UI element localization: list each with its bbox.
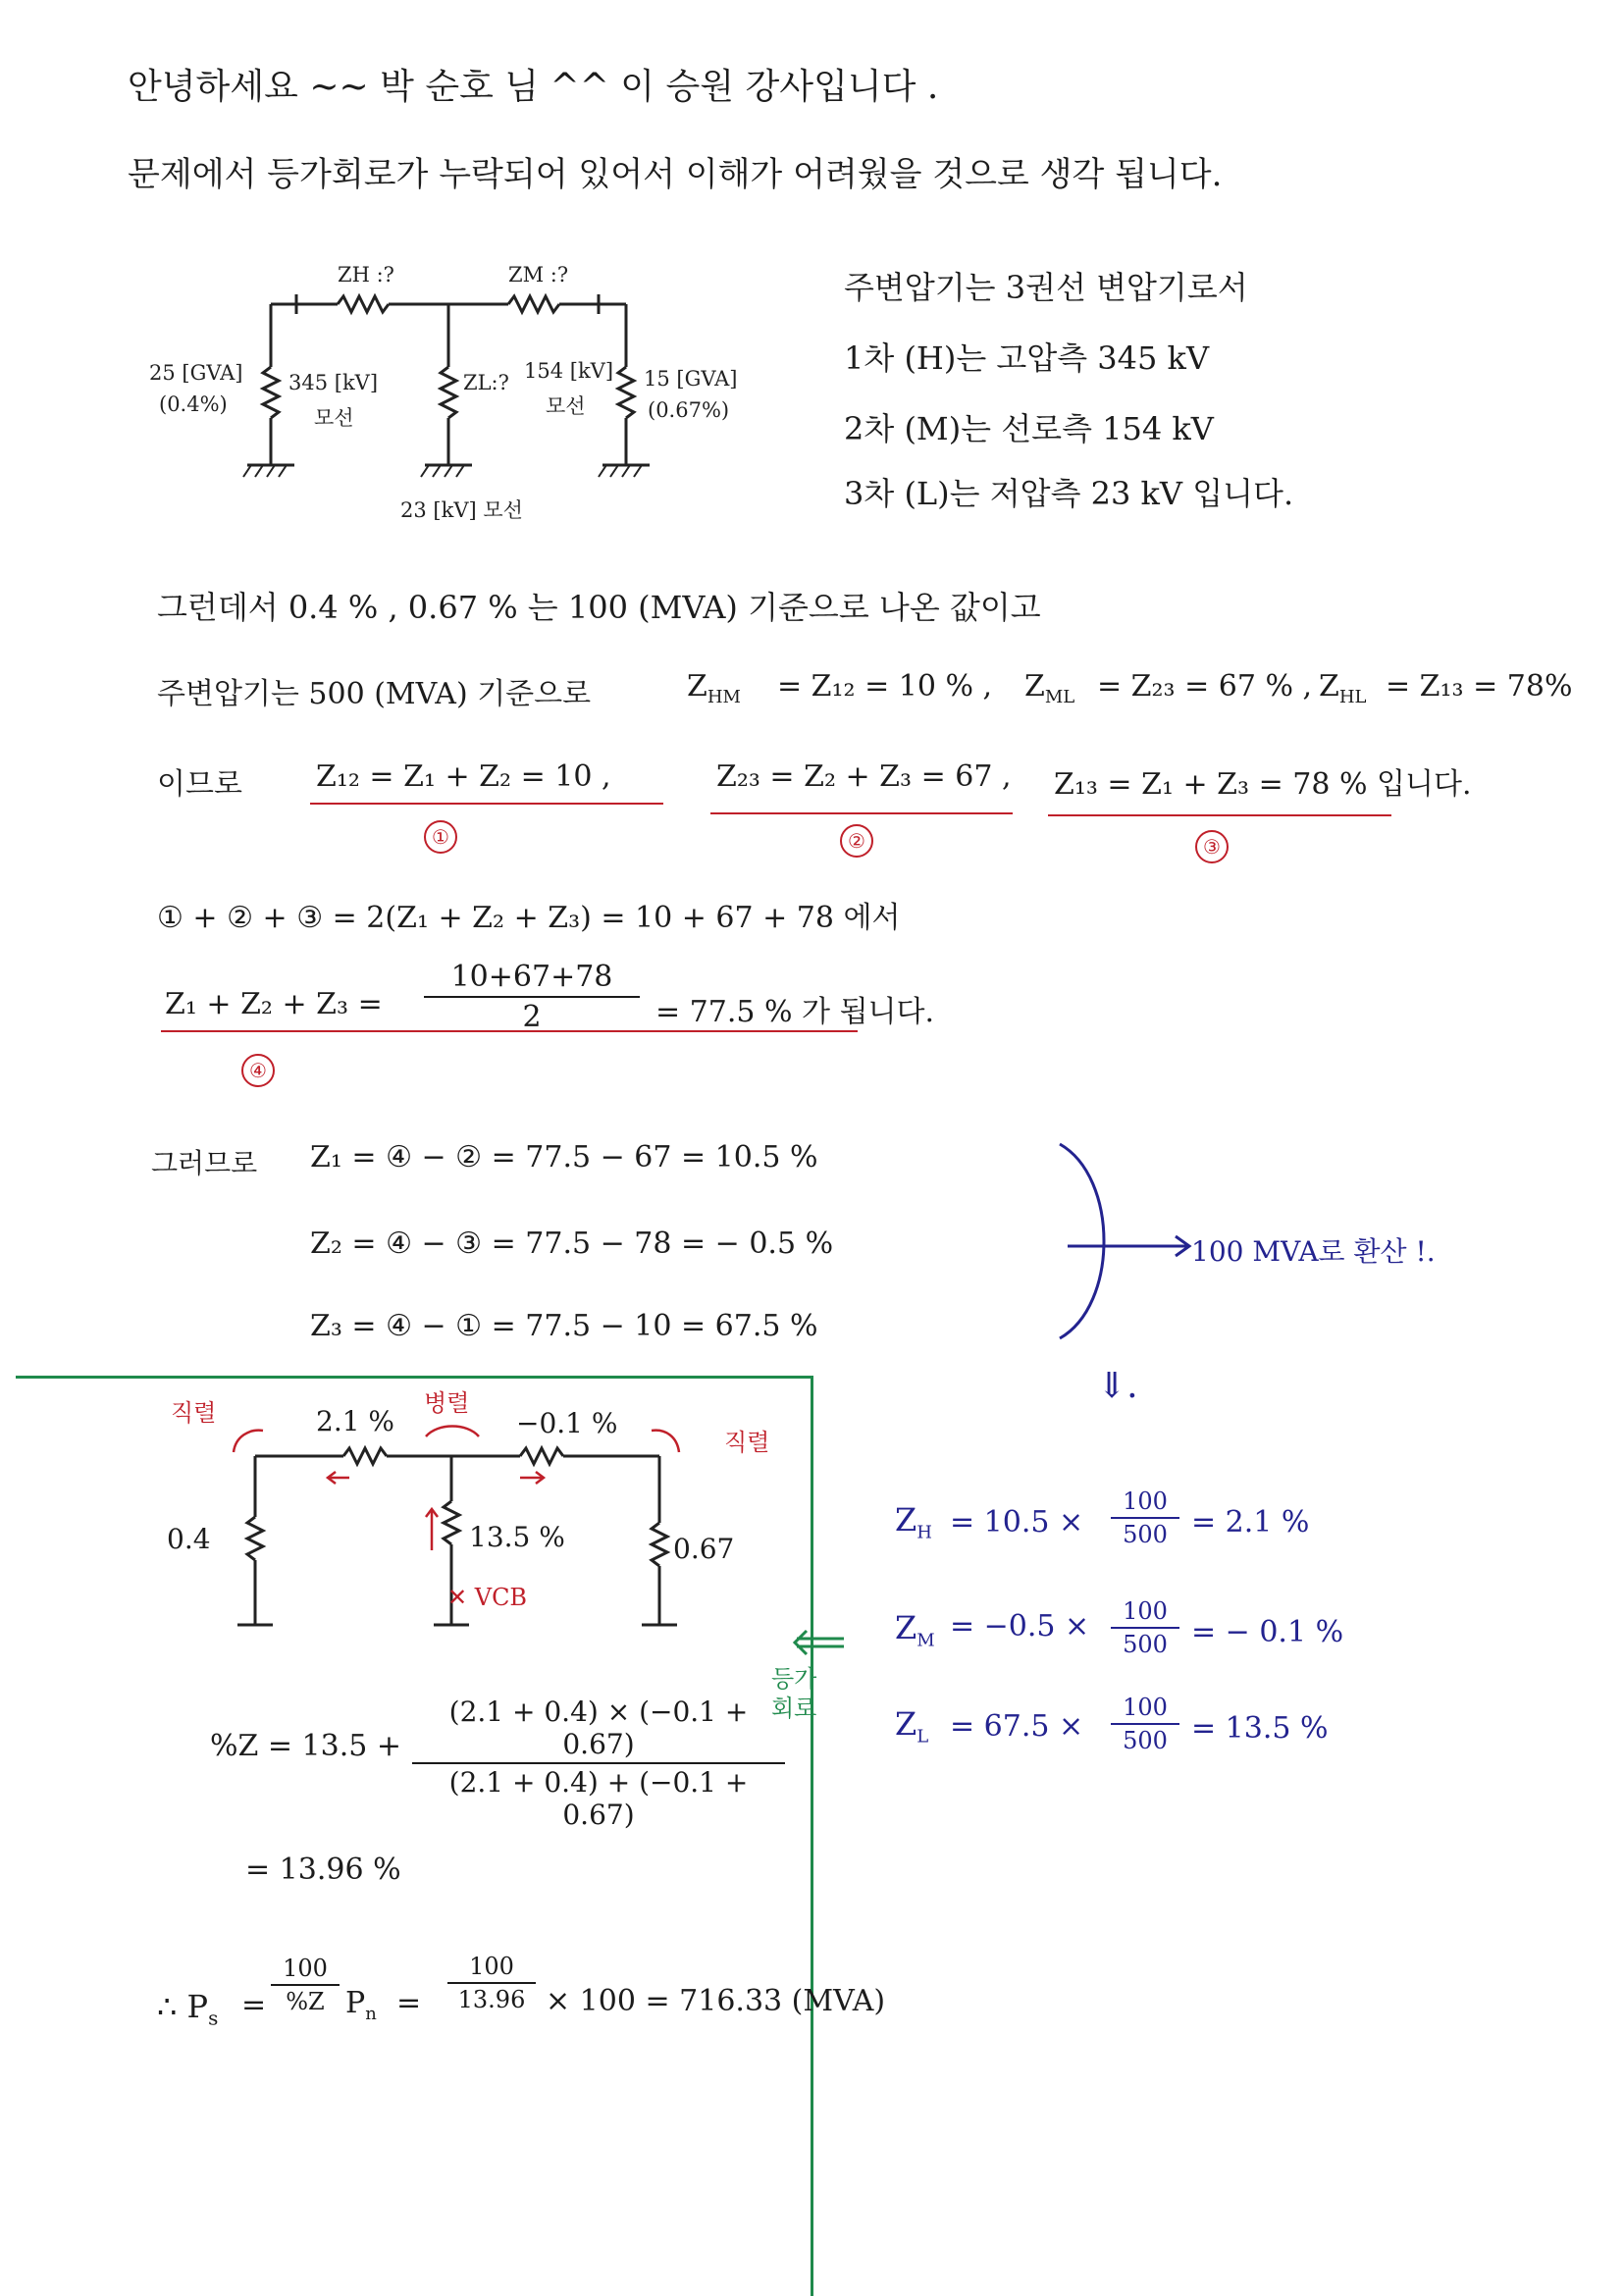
left-source-pct: (0.4%) [159,392,228,416]
left-source-label: 25 [GVA] [149,361,243,385]
underline-1 [310,803,663,805]
eq-left-value: 0.4 [167,1523,211,1555]
sum-equation: ① + ② + ③ = 2(Z₁ + Z₂ + Z₃) = 10 + 67 + 78 에서 [157,901,901,935]
zm-symbol: $Z_M$ [895,1609,935,1651]
underline-4 [161,1030,858,1032]
equivalent-circuit-svg [147,1403,775,1658]
since-label: 이므로 [157,767,242,802]
zh-mult: = 10.5 × [950,1505,1084,1539]
circle-marker-4: ④ [241,1054,275,1087]
convert-note: 100 MVA로 환산 !. [1191,1235,1436,1268]
sentence-base-500: 주변압기는 500 (MVA) 기준으로 [157,677,592,711]
note-line-3: 2차 (M)는 선로측 154 kV [844,410,1214,447]
eq-zm-value: −0.1 % [516,1407,618,1439]
zh-symbol: $Z_H$ [895,1501,932,1543]
ps-fraction-1: 100 %Z [271,1955,340,2015]
brace-arrow [1040,1138,1217,1344]
pz-lhs: %Z = 13.5 + [210,1729,402,1763]
zl-mult: = 67.5 × [950,1709,1084,1744]
zl-fraction: 100 500 [1111,1694,1179,1754]
right-source-label: 15 [GVA] [644,367,738,391]
underline-3 [1048,814,1391,816]
down-arrow: ⇓. [1097,1366,1138,1406]
zl-label: ZL:? [463,371,509,394]
ps-result: × 100 = 716.33 (MVA) [546,1984,886,2018]
zml-value: = Z₂₃ = 67 % , [1097,669,1313,704]
zm-label: ZM :? [508,263,569,287]
equiv-side-label: 등가 회로 [771,1665,817,1722]
zhm-symbol: $Z_{HM}$ [687,669,741,707]
intro-line: 문제에서 등가회로가 누락되어 있어서 이해가 어려웠을 것으로 생각 됩니다. [128,155,1223,194]
zm-fraction: 100 500 [1111,1597,1179,1658]
therefore-label: 그러므로 [151,1147,258,1179]
ps-fraction-2: 100 13.96 [447,1953,536,2013]
zl-symbol: $Z_L$ [895,1705,929,1748]
hv-bus-label: 345 [kV] [288,371,379,394]
zl-result: = 13.5 % [1191,1711,1329,1746]
circle-marker-1: ① [424,820,457,854]
zhl-symbol: $Z_{HL}$ [1319,669,1367,707]
ps-eq: = [241,1988,267,2022]
circuit-diagram [120,234,783,532]
series-label-left: 직렬 [171,1399,217,1427]
note-line-1: 주변압기는 3권선 변압기로서 [844,269,1248,306]
series-label-right: 직렬 [724,1429,770,1456]
parallel-label: 병렬 [424,1389,470,1417]
zml-symbol: $Z_{ML}$ [1024,669,1075,707]
sum-result: = 77.5 % 가 됩니다. [655,995,935,1029]
circle-marker-3: ③ [1195,830,1229,863]
eq-right-value: 0.67 [673,1533,735,1565]
sum-fraction: 10+67+78 2 [424,960,640,1034]
zh-fraction: 100 500 [1111,1487,1179,1548]
eq-zl-value: 13.5 % [469,1521,565,1553]
zm-result: = − 0.1 % [1191,1615,1344,1649]
pn-symbol: $P_n$ [345,1986,377,2024]
eq-z3: Z₃ = ④ − ① = 77.5 − 10 = 67.5 % [310,1309,818,1343]
green-divider-vertical [811,1376,813,2296]
right-source-pct: (0.67%) [648,398,730,422]
underline-2 [710,812,1013,814]
zh-label: ZH :? [338,263,394,287]
zh-result: = 2.1 % [1191,1505,1310,1539]
equiv-pointer-arrow [789,1627,848,1656]
ps-eq-2: = [396,1986,422,2020]
pz-fraction: (2.1 + 0.4) × (−0.1 + 0.67) (2.1 + 0.4) + (−0.1 + 0.67) [412,1696,785,1831]
ps-symbol: ∴ $P_s$ [157,1988,219,2030]
note-line-2: 1차 (H)는 고압측 345 kV [844,339,1210,377]
hv-bus-label-2: 모선 [314,406,354,430]
eq-z13: Z₁₃ = Z₁ + Z₃ = 78 % 입니다. [1054,767,1472,802]
zm-mult: = −0.5 × [950,1609,1090,1644]
pz-result: = 13.96 % [245,1852,401,1887]
mv-bus-label: 154 [kV] [524,359,614,383]
vcb-label: ✕ VCB [447,1584,528,1611]
zhm-value: = Z₁₂ = 10 % , [777,669,993,704]
circle-marker-2: ② [840,824,873,858]
eq-zh-value: 2.1 % [316,1405,395,1437]
eq-z12: Z₁₂ = Z₁ + Z₂ = 10 , [316,759,611,794]
eq-z2: Z₂ = ④ − ③ = 77.5 − 78 = − 0.5 % [310,1226,834,1261]
sentence-base-100: 그런데서 0.4 % , 0.67 % 는 100 (MVA) 기준으로 나온 값이고 [157,589,1041,626]
eq-z1: Z₁ = ④ − ② = 77.5 − 67 = 10.5 % [310,1140,818,1174]
zhl-value: = Z₁₃ = 78% [1386,669,1573,704]
green-divider-horizontal [16,1376,812,1379]
mv-bus-label-2: 모선 [546,394,586,418]
greeting-line: 안녕하세요 ~~ 박 순호 님 ^^ 이 승원 강사입니다 . [128,67,939,107]
lv-bus-label: 23 [kV] 모선 [400,498,523,522]
eq-z23: Z₂₃ = Z₂ + Z₃ = 67 , [716,759,1012,794]
note-line-4: 3차 (L)는 저압측 23 kV 입니다. [844,475,1294,512]
sum-lhs: Z₁ + Z₂ + Z₃ = [165,987,383,1021]
